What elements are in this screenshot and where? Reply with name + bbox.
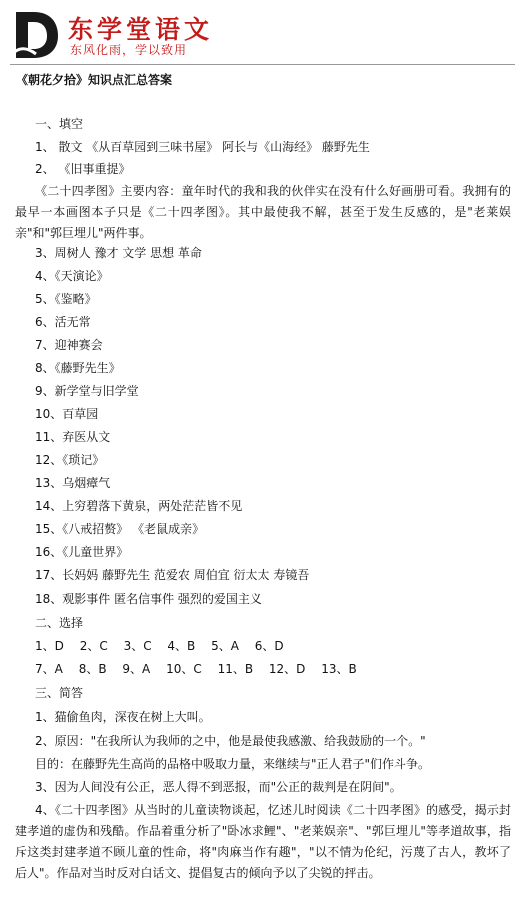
page-header <box>0 0 525 66</box>
choice-answer: 9、A <box>122 662 151 676</box>
choice-answer: 8、B <box>78 662 107 676</box>
fill-answer: 4、《天演论》 <box>35 269 109 283</box>
short-answer-paragraph: 4、《二十四孝图》从当时的儿童读物谈起，忆述儿时阅读《二十四孝图》的感受，揭示封建孝道的虚伪和残酷。作品着重分析了"卧冰求鲤"、"老莱娱亲"、"郭巨埋儿"等孝道故事，指斥这类封建孝道不顾儿童的性命，将"肉麻当作有趣"，"以不情为伦纪，污蔑了古人，教坏了后人"。作品对当时反对白话文、提倡复古的倾向予以了尖锐的抨击。 <box>15 803 511 880</box>
fill-answer: 15、《八戒招赘》 《老鼠成亲》 <box>35 522 205 536</box>
short-answer: 2、原因："在我所认为我师的之中，他是最使我感激、给我鼓励的一个。" <box>35 734 426 748</box>
fill-answer: 17、长妈妈 藤野先生 范爱农 周伯宜 衍太太 寿镜吾 <box>35 568 310 582</box>
fill-answer: 1、 散文 《从百草园到三味书屋》 阿长与《山海经》 藤野先生 <box>35 140 370 154</box>
choice-row <box>35 639 296 653</box>
fill-answer: 7、迎神赛会 <box>35 338 103 352</box>
fill-answer: 6、活无常 <box>35 315 91 329</box>
fill-answer: 18、观影事件 匿名信事件 强烈的爱国主义 <box>35 592 262 606</box>
fill-answer: 10、百草园 <box>35 407 99 421</box>
fill-answer: 13、乌烟瘴气 <box>35 476 111 490</box>
document-title: 《朝花夕拾》知识点汇总答案 <box>16 73 173 87</box>
choice-answer: 13、B <box>321 662 357 676</box>
short-answer: 1、猫偷鱼肉，深夜在树上大叫。 <box>35 710 211 724</box>
fill-answer: 11、弃医从文 <box>35 430 111 444</box>
short-answer: 3、因为人间没有公正，恶人得不到恶报，而"公正的裁判是在阴间"。 <box>35 780 402 794</box>
choice-answer: 4、B <box>167 639 196 653</box>
section-heading-short: 三、简答 <box>35 686 84 700</box>
choice-answer: 5、A <box>211 639 239 653</box>
choice-row <box>35 662 369 676</box>
logo-icon <box>10 8 62 60</box>
fill-answer: 14、上穷碧落下黄泉，两处茫茫皆不见 <box>35 499 243 513</box>
choice-answer: 11、B <box>217 662 254 676</box>
fill-answer: 8、《藤野先生》 <box>35 361 121 375</box>
choice-answer: 6、D <box>254 639 284 653</box>
fill-answer: 5、《鉴略》 <box>35 292 97 306</box>
short-answer: 目的：在藤野先生高尚的品格中吸取力量，来继续与"正人君子"们作斗争。 <box>35 757 431 771</box>
choice-answer: 7、A <box>35 662 63 676</box>
brand-slogan: 东风化雨，学以致用 <box>70 43 188 57</box>
header-divider <box>10 64 515 65</box>
brand-title: 东学堂语文 <box>68 15 214 44</box>
fill-answer: 3、周树人 豫才 文学 思想 革命 <box>35 246 202 260</box>
choice-answer: 3、C <box>123 639 152 653</box>
fill-paragraph: 《二十四孝图》主要内容：童年时代的我和我的伙伴实在没有什么好画册可看。我拥有的最早一本画图本子只是《二十四孝图》。其中最使我不解，甚至于发生反感的，是"老莱娱亲"和"郭巨埋儿"两件事。 <box>15 184 511 240</box>
section-heading-choice: 二、选择 <box>35 616 84 630</box>
choice-answer: 10、C <box>166 662 202 676</box>
fill-answer: 16、《儿童世界》 <box>35 545 129 559</box>
choice-answer: 12、D <box>268 662 306 676</box>
fill-answer: 2、 《旧事重提》 <box>35 162 131 176</box>
choice-answer: 1、D <box>35 639 64 653</box>
fill-answer: 9、新学堂与旧学堂 <box>35 384 139 398</box>
section-heading-fill: 一、填空 <box>35 117 84 131</box>
fill-answer: 12、《琐记》 <box>35 453 105 467</box>
choice-answer: 2、C <box>79 639 108 653</box>
